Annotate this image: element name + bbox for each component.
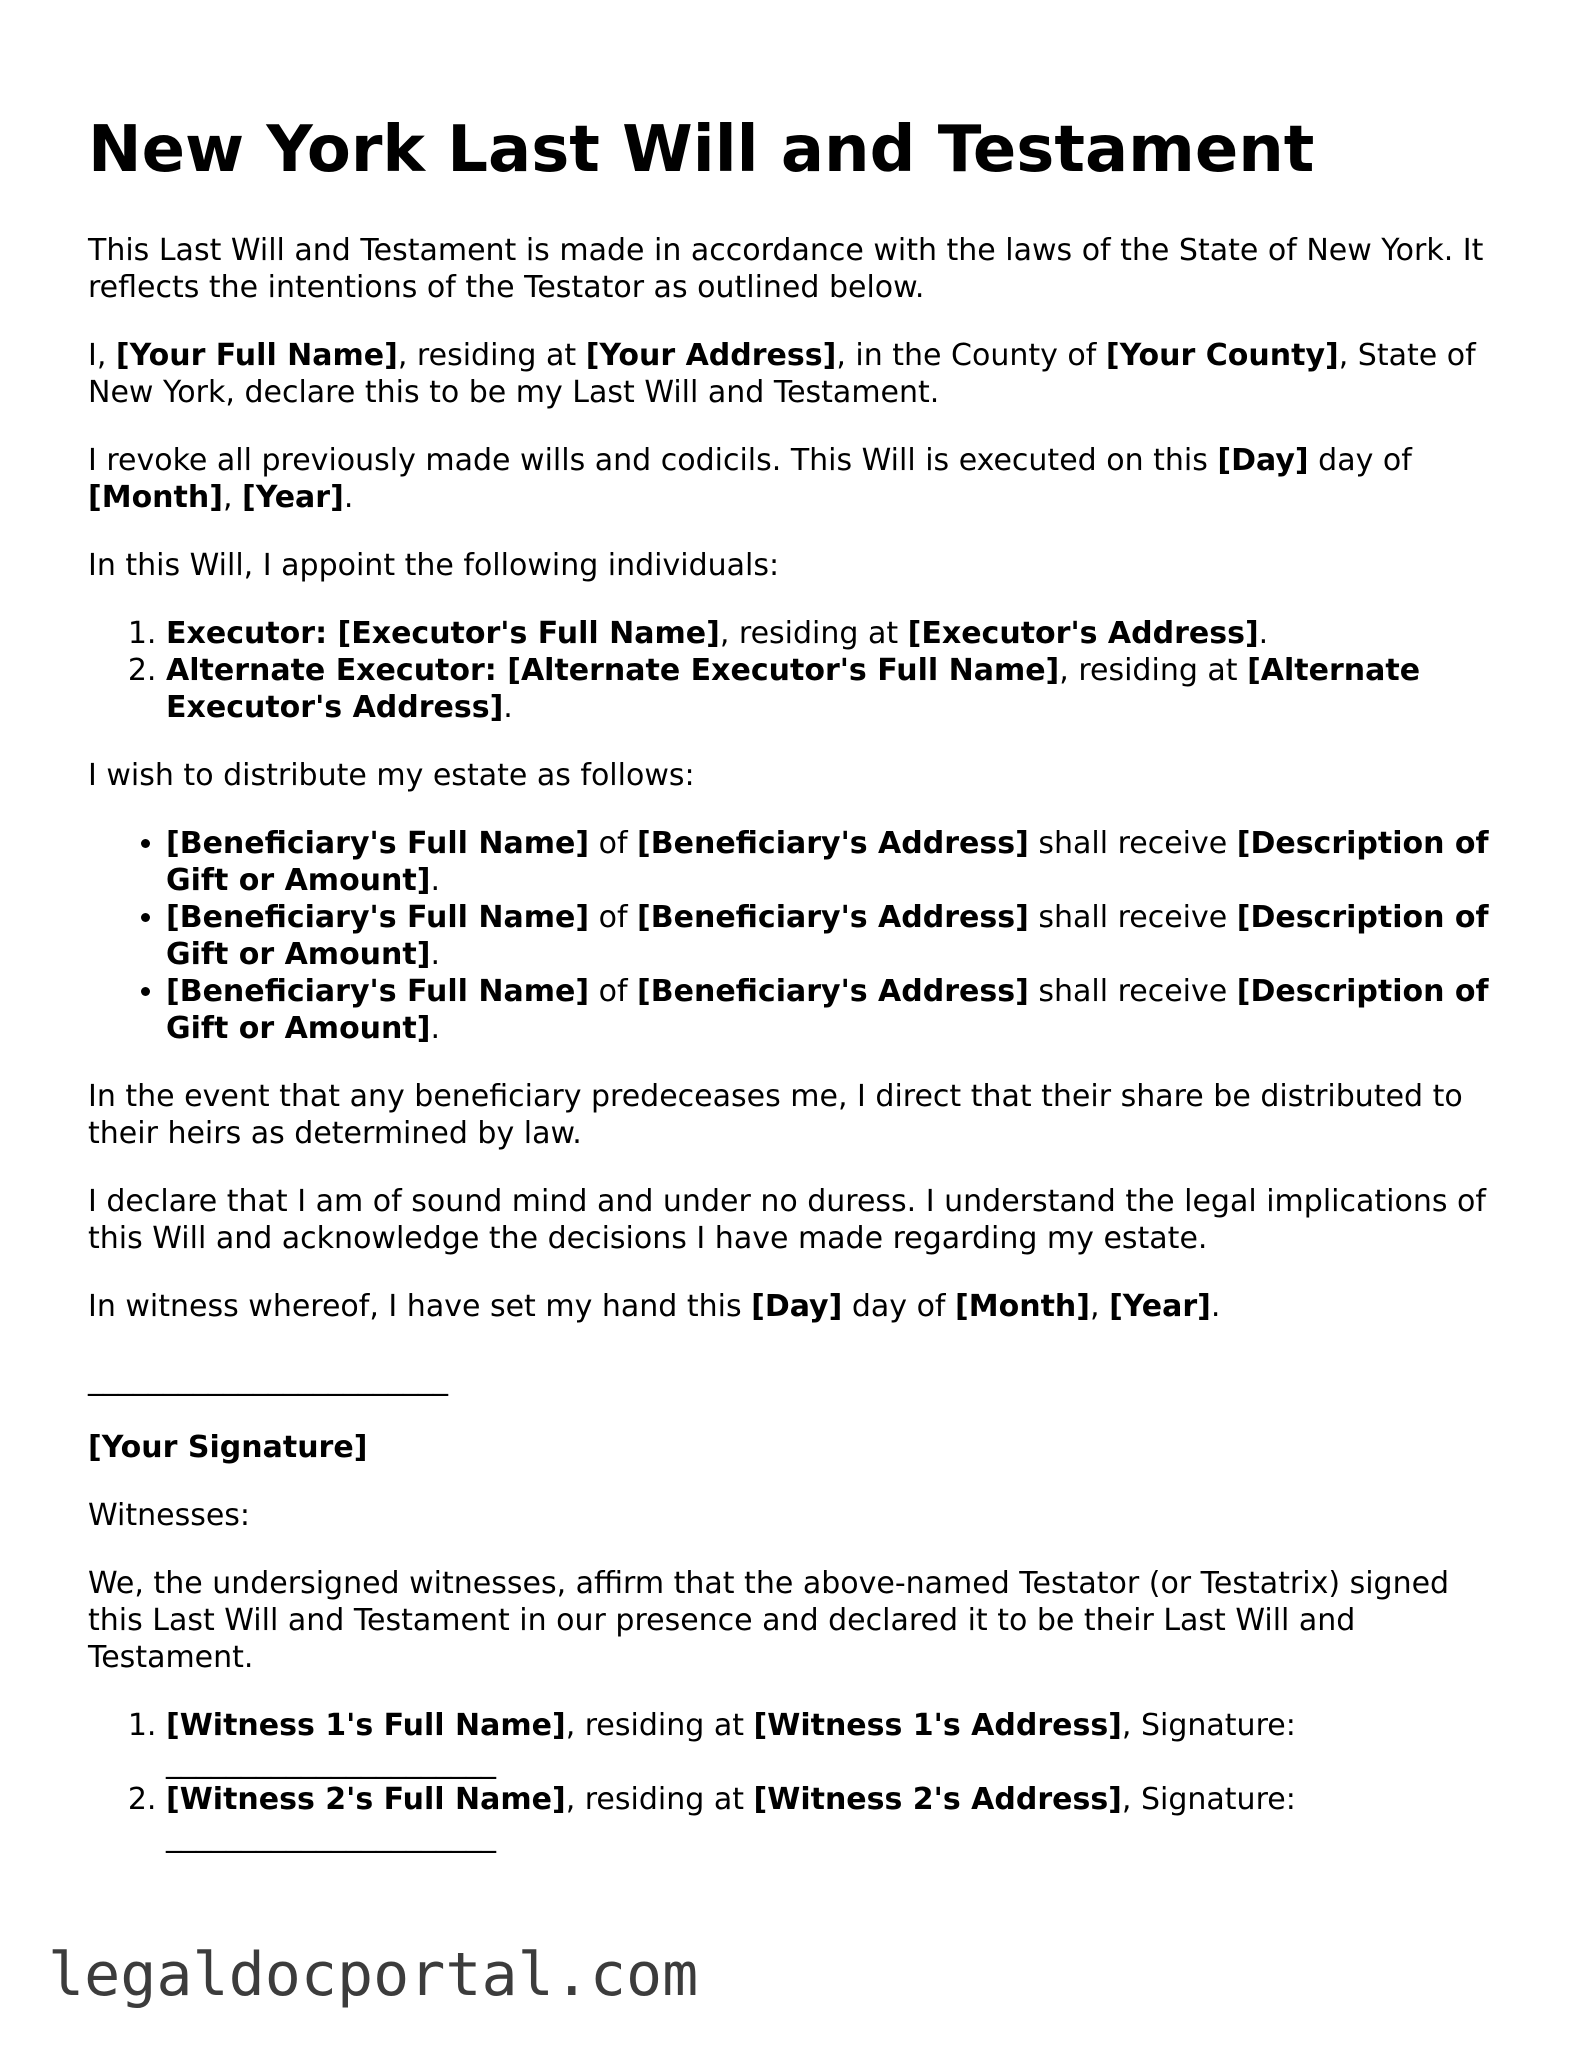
sound-mind-paragraph: I declare that I am of sound mind and under no duress. I understand the legal implications of this Will and acknowledge the decisions I have made regarding my estate. (88, 1184, 1486, 1256)
page-title: New York Last Will and Testament (88, 113, 1315, 187)
list-item (166, 615, 1508, 652)
beneficiary-address: [Beneficiary's Address] (637, 974, 1029, 1009)
year-placeholder: [Year] (242, 480, 344, 515)
witness-name: [Witness 2's Full Name] (166, 1782, 566, 1817)
site-logo-text: legaldocportal.com (48, 1940, 699, 2010)
text: I, (88, 338, 116, 373)
beneficiary-gift: [Description of Gift or Amount] (166, 826, 1489, 898)
text: shall receive (1028, 900, 1237, 935)
text: , residing at (397, 338, 586, 373)
beneficiary-name: [Beneficiary's Full Name] (166, 826, 590, 861)
text: shall receive (1028, 974, 1237, 1009)
text: In witness whereof, I have set my hand this (88, 1289, 752, 1324)
witnesses-label: Witnesses: (88, 1498, 251, 1533)
executor-address-placeholder: [Executor's Address] (907, 616, 1259, 651)
text: , residing at (719, 616, 908, 651)
text: , Signature: (1121, 1782, 1296, 1817)
intro-paragraph: This Last Will and Testament is made in accordance with the laws of the State of New York. It reflects the intentions of the Testator as outlined below. (88, 233, 1484, 305)
beneficiary-address: [Beneficiary's Address] (637, 900, 1029, 935)
beneficiary-list (88, 825, 1508, 1047)
witness-whereof-paragraph (88, 1288, 1508, 1325)
month-placeholder: [Month] (955, 1289, 1090, 1324)
witness-signature-line: ______________________ (166, 1745, 496, 1780)
revoke-paragraph (88, 442, 1508, 516)
executor-role: Executor: [Executor's Full Name] (166, 616, 720, 651)
text: , Signature: (1121, 1708, 1296, 1743)
list-item (166, 652, 1508, 726)
list-item (166, 825, 1508, 899)
text: . (430, 937, 440, 972)
your-signature-label (88, 1429, 1508, 1466)
witness-address: [Witness 2's Address] (753, 1782, 1122, 1817)
text: . (503, 690, 513, 725)
executor-list (88, 615, 1508, 726)
your-full-name-placeholder: [Your Full Name] (115, 338, 398, 373)
text: , residing at (565, 1782, 754, 1817)
text: . (430, 863, 440, 898)
text: , in the County of (836, 338, 1106, 373)
list-item (166, 899, 1508, 973)
text: . (1258, 616, 1269, 651)
day-placeholder: [Day] (751, 1289, 843, 1324)
list-item (166, 1781, 1508, 1855)
text: , State of New York, declare this to be my Last Will and Testament. (88, 338, 1476, 410)
predecease-paragraph: In the event that any beneficiary predeceases me, I direct that their share be distributed to their heirs as determined by law. (88, 1079, 1463, 1151)
signature-line: ________________________ (88, 1362, 448, 1397)
year-placeholder: [Year] (1109, 1289, 1211, 1324)
text: , residing at (1059, 653, 1248, 688)
witness-list (88, 1707, 1508, 1855)
text: shall receive (1028, 826, 1237, 861)
list-item (166, 1707, 1508, 1781)
witness-address: [Witness 1's Address] (753, 1708, 1122, 1743)
beneficiary-name: [Beneficiary's Full Name] (166, 900, 590, 935)
your-signature-placeholder: [Your Signature] (88, 1430, 368, 1465)
text: I revoke all previously made wills and codicils. This Will is executed on this (88, 443, 1218, 478)
alternate-executor-role: Alternate Executor: [Alternate Executor's Full Name] (166, 653, 1060, 688)
your-address-placeholder: [Your Address] (585, 338, 837, 373)
text: of (589, 826, 638, 861)
text: . (343, 480, 354, 515)
your-county-placeholder: [Your County] (1105, 338, 1339, 373)
beneficiary-name: [Beneficiary's Full Name] (166, 974, 590, 1009)
day-placeholder: [Day] (1217, 443, 1309, 478)
text: of (589, 900, 638, 935)
month-placeholder: [Month] (88, 480, 223, 515)
document-page (88, 112, 1508, 1886)
list-item (166, 973, 1508, 1047)
beneficiary-gift: [Description of Gift or Amount] (166, 900, 1489, 972)
beneficiary-address: [Beneficiary's Address] (637, 826, 1029, 861)
text: , residing at (565, 1708, 754, 1743)
witness-statement: We, the undersigned witnesses, affirm that the above-named Testator (or Testatrix) signed this Last Will and Testament in our presence and declared it to be their Last Will and Testament. (88, 1566, 1450, 1675)
witness-signature-line: ______________________ (166, 1819, 496, 1854)
text: , (1090, 1289, 1110, 1324)
text: . (430, 1011, 440, 1046)
text: , (222, 480, 243, 515)
witness-name: [Witness 1's Full Name] (166, 1708, 566, 1743)
alternate-executor-address-placeholder: [Alternate Executor's Address] (166, 653, 1421, 725)
appoint-intro: In this Will, I appoint the following individuals: (88, 548, 780, 583)
text: day of (842, 1289, 956, 1324)
declaration-paragraph (88, 337, 1508, 411)
text: of (589, 974, 638, 1009)
text: day of (1308, 443, 1412, 478)
text: . (1210, 1289, 1221, 1324)
beneficiary-gift: [Description of Gift or Amount] (166, 974, 1489, 1046)
distribute-intro: I wish to distribute my estate as follows: (88, 758, 695, 793)
